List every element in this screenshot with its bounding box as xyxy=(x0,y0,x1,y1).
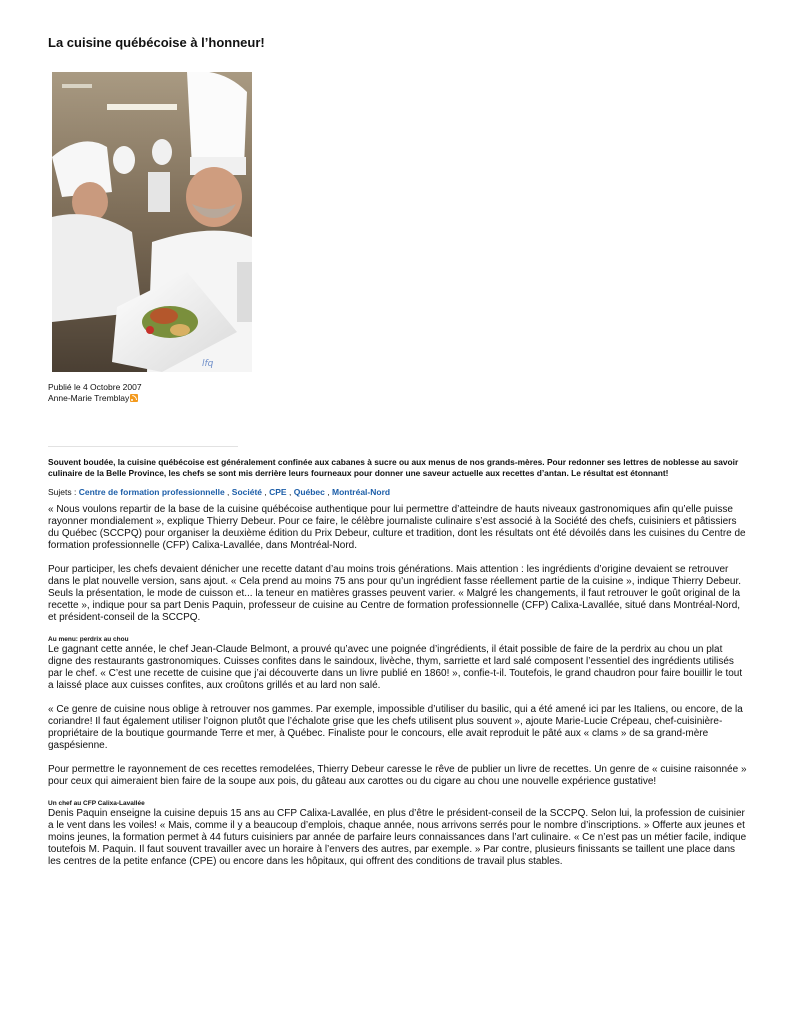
topic-link-cfp[interactable]: Centre de formation professionnelle xyxy=(78,487,225,497)
section-heading: Au menu: perdrix au chou xyxy=(48,636,129,643)
topic-separator: , xyxy=(286,487,294,497)
author-line xyxy=(48,393,142,404)
divider xyxy=(48,446,238,447)
article-title: La cuisine québécoise à l’honneur! xyxy=(48,35,265,50)
topics xyxy=(48,487,390,498)
paragraph: Pour participer, les chefs devaient dénicher une recette datant d’au moins trois générations. Mais attention : les ingrédients d’origine devaient se retrouver dans le plat nouvelle version, sans ajout. « Cela prend au moins 75 ans pour qu’un ingrédient fasse réellement partie de la cuisine », indique Thierry Debeur. Seuls la présentation, le mode de cuisson et... la teneur en matières grasses peuvent varier. « Malgré les changements, il faut retrouver le goût original de la recette », indique pour sa part Denis Paquin, professeur de cuisine au Centre de formation professionnelle (CFP) Calixa-Lavallée, situé dans Montréal-Nord, et président-conseil de la SCCPQ. xyxy=(48,564,742,623)
topic-link-cpe[interactable]: CPE xyxy=(269,487,287,497)
article-photo xyxy=(52,72,252,372)
article-lead: Souvent boudée, la cuisine québécoise est généralement confinée aux cabanes à sucre ou aux menus de nos grands-mères. Pour redonner ses lettres de noblesse au savoir culinaire de la Belle Province, les chefs se sont mis derrière leurs fourneaux pour donner une saveur actuelle aux recettes d’antan. Le résultat est étonnant! xyxy=(48,457,739,478)
article-meta xyxy=(48,382,142,404)
topics-label: Sujets : xyxy=(48,487,77,497)
topic-separator: , xyxy=(324,487,332,497)
section-heading: Un chef au CFP Calixa-Lavallée xyxy=(48,800,145,807)
publish-date: Publié le 4 Octobre 2007 xyxy=(48,382,142,392)
topic-link-montreal-nord[interactable]: Montréal-Nord xyxy=(331,487,391,497)
svg-text:lfq: lfq xyxy=(202,359,214,369)
author-name[interactable]: Anne-Marie Tremblay xyxy=(48,393,130,403)
topic-separator: , xyxy=(262,487,270,497)
rss-icon[interactable] xyxy=(130,394,138,402)
paragraph: « Ce genre de cuisine nous oblige à retrouver nos gammes. Par exemple, impossible d’utiliser du basilic, qui a été amené ici par les Italiens, ou encore, de la coriandre! Il faut également utiliser l’oignon plutôt que l’échalote grise que les chefs utilisent plus souvent », ajoute Marie-Lucie Crépeau, chef-cuisinière-propriétaire de la boutique gourmande Terre et mer, à Québec. Finaliste pour le concours, elle avait reproduit le pâté aux « clams » de sa grand-mère gaspésienne. xyxy=(48,704,743,751)
paragraph: Pour permettre le rayonnement de ces recettes remodelées, Thierry Debeur caresse le rêve de publier un livre de recettes. Un genre de « cuisine raisonnée » pour ceux qui aimeraient bien faire de la soupe aux pois, du gâteau aux carottes ou du cigare au chou une nouvelle expérience gustative! xyxy=(48,764,747,787)
article-body xyxy=(48,504,748,880)
paragraph: « Nous voulons repartir de la base de la cuisine québécoise authentique pour lui permettre d’atteindre de hauts niveaux gastronomiques afin qu’elle puisse rayonner mondialement », explique Thierry Debeur. Pour ce faire, le célèbre journaliste culinaire s’est associé à la Société des chefs, cuisiniers et pâtissiers du Québec (SCCPQ) pour organiser la deuxième édition du Prix Debeur, culture et tradition, dont les résultats ont été dévoilés dans les cuisines du Centre de formation professionnelle (CFP) Calixa-Lavallée, dans Montréal-Nord. xyxy=(48,504,746,551)
topic-separator: , xyxy=(224,487,232,497)
topic-link-societe[interactable]: Société xyxy=(231,487,263,497)
topic-link-quebec[interactable]: Québec xyxy=(293,487,325,497)
paragraph: Denis Paquin enseigne la cuisine depuis 15 ans au CFP Calixa-Lavallée, en plus d’être le président-conseil de la SCCPQ. Selon lui, la profession de cuisinier a le vent dans les voiles! « Mais, comme il y a beaucoup d’emplois, chaque année, nous arrivons serrés pour le nombre d’inscriptions. » Offerte aux jeunes et moins jeunes, la formation permet à 44 futurs cuisiniers par année de parfaire leurs connaissances dans l’art culinaire. « Ce n’est pas un métier facile, indique toutefois M. Paquin. Il faut souvent travailler avec un horaire à l’envers des autres, par exemple. » Par contre, plusieurs finissants se taillent une place dans les centres de la petite enfance (CPE) ou encore dans les hôpitaux, qui offrent des conditions de travail plus stables. xyxy=(48,808,747,867)
paragraph: Le gagnant cette année, le chef Jean-Claude Belmont, a prouvé qu’avec une poignée d’ingrédients, il était possible de faire de la perdrix au chou un plat digne des restaurants gastronomiques. Cuisses confites dans le saindoux, livèche, thym, sarriette et lard salé composent l’essentiel des ingrédients utilisés par le chef. « C’est une recette de cuisine que j’ai découverte dans un livre publié en 1860! », confie-t-il. Toutefois, le grand chaudron pour faire bouillir le tout a laissé place aux cuisses confites, aux croûtons grillés et au lard non salé. xyxy=(48,644,743,691)
